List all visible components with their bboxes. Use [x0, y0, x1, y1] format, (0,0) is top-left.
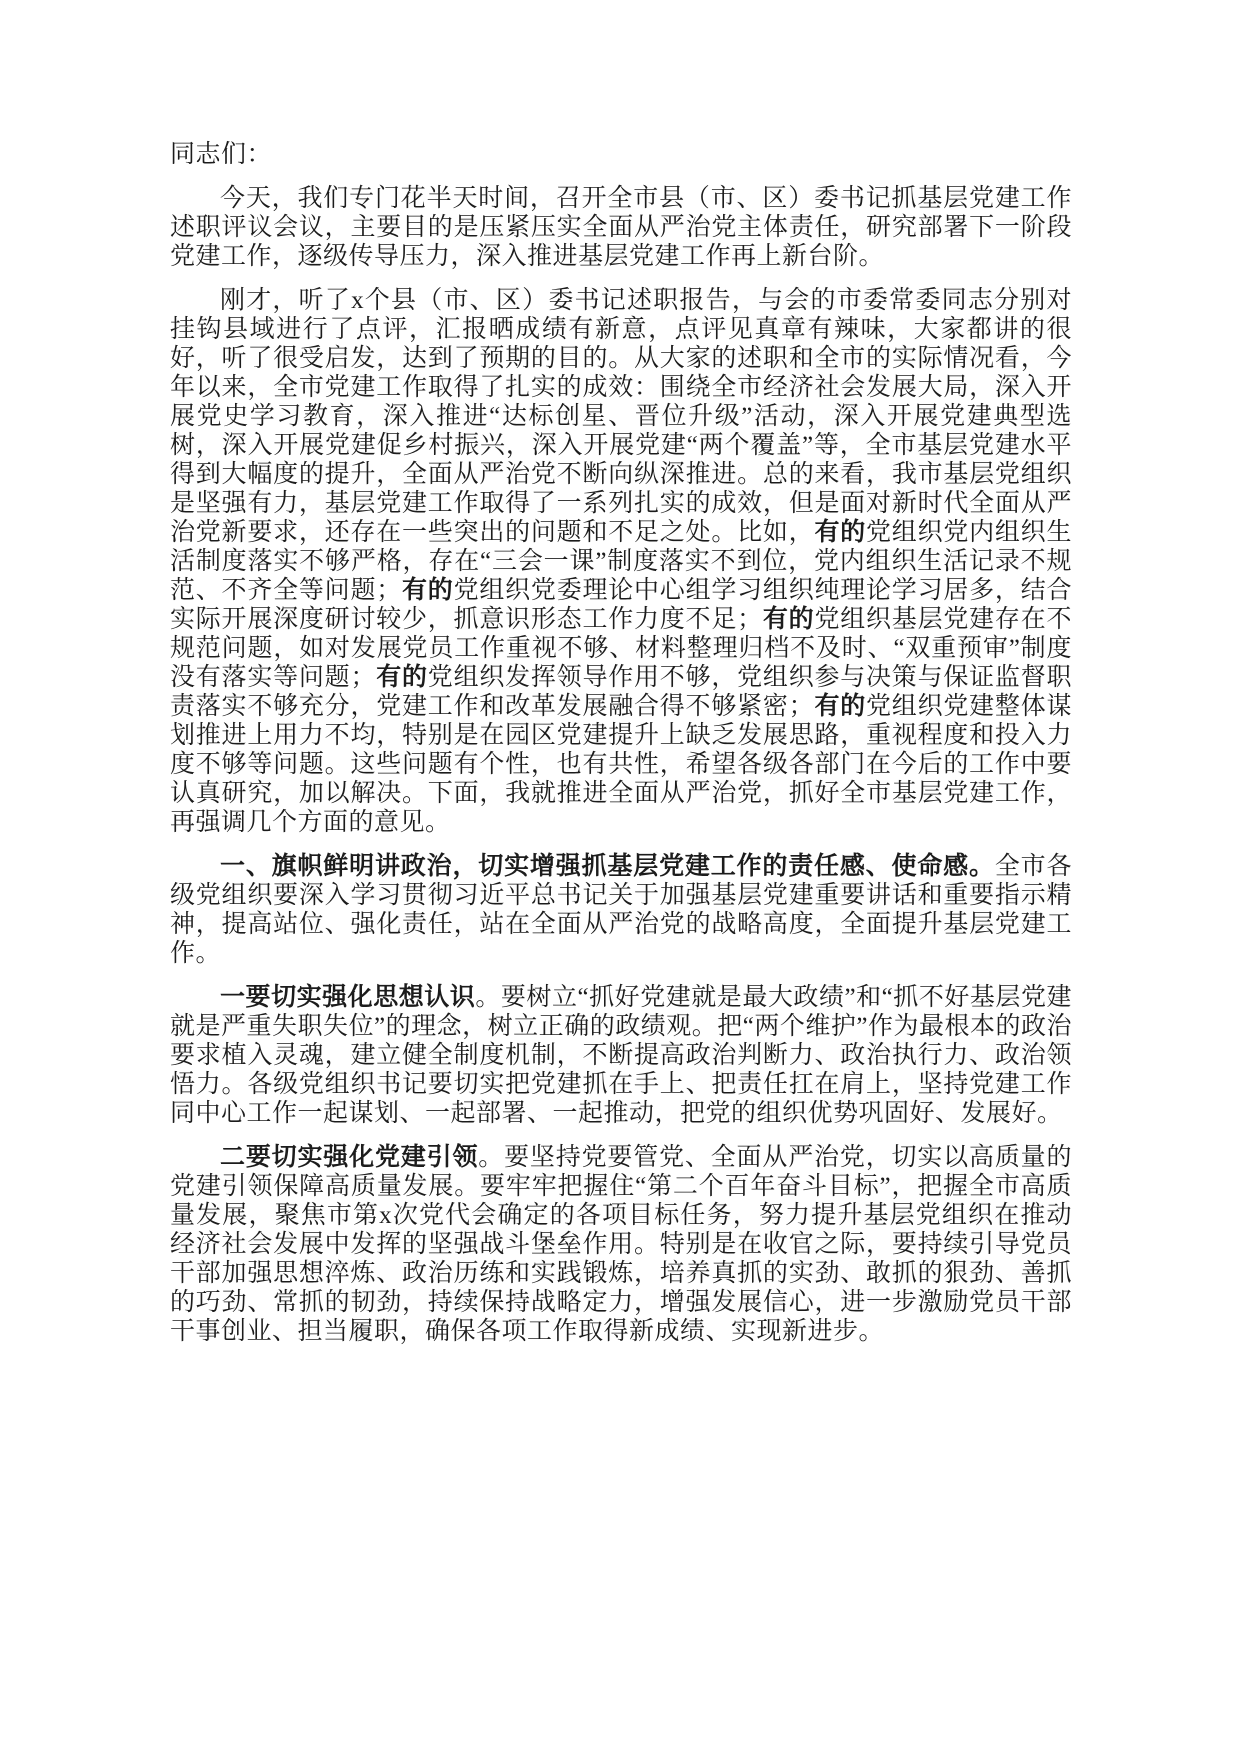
text-run: 。要坚持党要管党、全面从严治党，切实以高质量的党建引领保障高质量发展。要牢牢把握住“第二个百年奋斗目标”，把握全市高质量发展，聚焦市第x次党代会确定的各项目标任务，努力提升基层党组织在推动经济社会发展中发挥的坚强战斗堡垒作用。特别是在收官之际，要持续引导党员干部加强思想淬炼、政治历练和实践锻炼，培养真抓的实劲、敢抓的狠劲、善抓的巧劲、常抓的韧劲，持续保持战略定力，增强发展信心，进一步激励党员干部干事创业、担当履职，确保各项工作取得新成绩、实现新进步。 — [170, 1144, 1072, 1345]
text-run: 。要树立“抓好党建就是最大政绩”和“抓不好基层党建就是严重失职失位”的理念，树立正确的政绩观。把“两个维护”作为最根本的政治要求植入灵魂，建立健全制度机制，不断提高政治判断力、政治执行力、政治领悟力。各级党组织书记要切实把党建抓在手上、把责任扛在肩上，坚持党建工作同中心工作一起谋划、一起部署、一起推动，把党的组织优势巩固好、发展好。 — [170, 984, 1072, 1127]
paragraph — [170, 1143, 1072, 1346]
text-run: 同志们： — [170, 141, 273, 168]
bold-text-run: 二要切实强化党建引领 — [220, 1144, 479, 1171]
document-body — [170, 140, 1072, 1346]
text-run: 党组织党委理论中心组学习组织纯理论学习居多，结合实际开展深度研讨较少，抓意识形态工作力度不足； — [170, 577, 1072, 633]
bold-text-run: 有的 — [401, 577, 454, 604]
text-run: 今天，我们专门花半天时间，召开全市县（市、区）委书记抓基层党建工作述职评议会议，主要目的是压紧压实全面从严治党主体责任，研究部署下一阶段党建工作，逐级传导压力，深入推进基层党建工作再上新台阶。 — [170, 185, 1072, 270]
bold-text-run: 一要切实强化思想认识 — [220, 984, 476, 1011]
text-run: 刚才，听了x个县（市、区）委书记述职报告，与会的市委常委同志分别对挂钩县域进行了点评，汇报晒成绩有新意，点评见真章有辣味，大家都讲的很好，听了很受启发，达到了预期的目的。从大家的述职和全市的实际情况看，今年以来，全市党建工作取得了扎实的成效：围绕全市经济社会发展大局，深入开展党史学习教育，深入推进“达标创星、晋位升级”活动，深入开展党建典型选树，深入开展党建促乡村振兴，深入开展党建“两个覆盖”等，全市基层党建水平得到大幅度的提升，全面从严治党不断向纵深推进。总的来看，我市基层党组织是坚强有力，基层党建工作取得了一系列扎实的成效，但是面对新时代全面从严治党新要求，还存在一些突出的问题和不足之处。比如， — [170, 287, 1072, 546]
text-run: 党组织发挥领导作用不够，党组织参与决策与保证监督职责落实不够充分，党建工作和改革发展融合得不够紧密； — [170, 664, 1072, 720]
text-run: 全市各级党组织要深入学习贯彻习近平总书记关于加强基层党建重要讲话和重要指示精神，提高站位、强化责任，站在全面从严治党的战略高度，全面提升基层党建工作。 — [170, 853, 1072, 967]
paragraph — [170, 140, 1072, 169]
bold-text-run: 有的 — [762, 606, 815, 633]
paragraph — [170, 852, 1072, 968]
bold-text-run: 有的 — [814, 519, 867, 546]
paragraph — [170, 184, 1072, 271]
text-run: 党组织基层党建存在不规范问题，如对发展党员工作重视不够、材料整理归档不及时、“双重预审”制度没有落实等问题； — [170, 606, 1072, 691]
text-run: 党组织党内组织生活制度落实不够严格，存在“三会一课”制度落实不到位，党内组织生活记录不规范、不齐全等问题； — [170, 519, 1072, 604]
text-run: 党组织党建整体谋划推进上用力不均，特别是在园区党建提升上缺乏发展思路，重视程度和投入力度不够等问题。这些问题有个性，也有共性，希望各级各部门在今后的工作中要认真研究，加以解决。下面，我就推进全面从严治党，抓好全市基层党建工作，再强调几个方面的意见。 — [170, 693, 1072, 836]
paragraph — [170, 983, 1072, 1128]
bold-text-run: 有的 — [814, 693, 867, 720]
bold-text-run: 有的 — [375, 664, 428, 691]
bold-text-run: 一、旗帜鲜明讲政治，切实增强抓基层党建工作的责任感、使命感。 — [220, 853, 995, 880]
paragraph — [170, 286, 1072, 837]
